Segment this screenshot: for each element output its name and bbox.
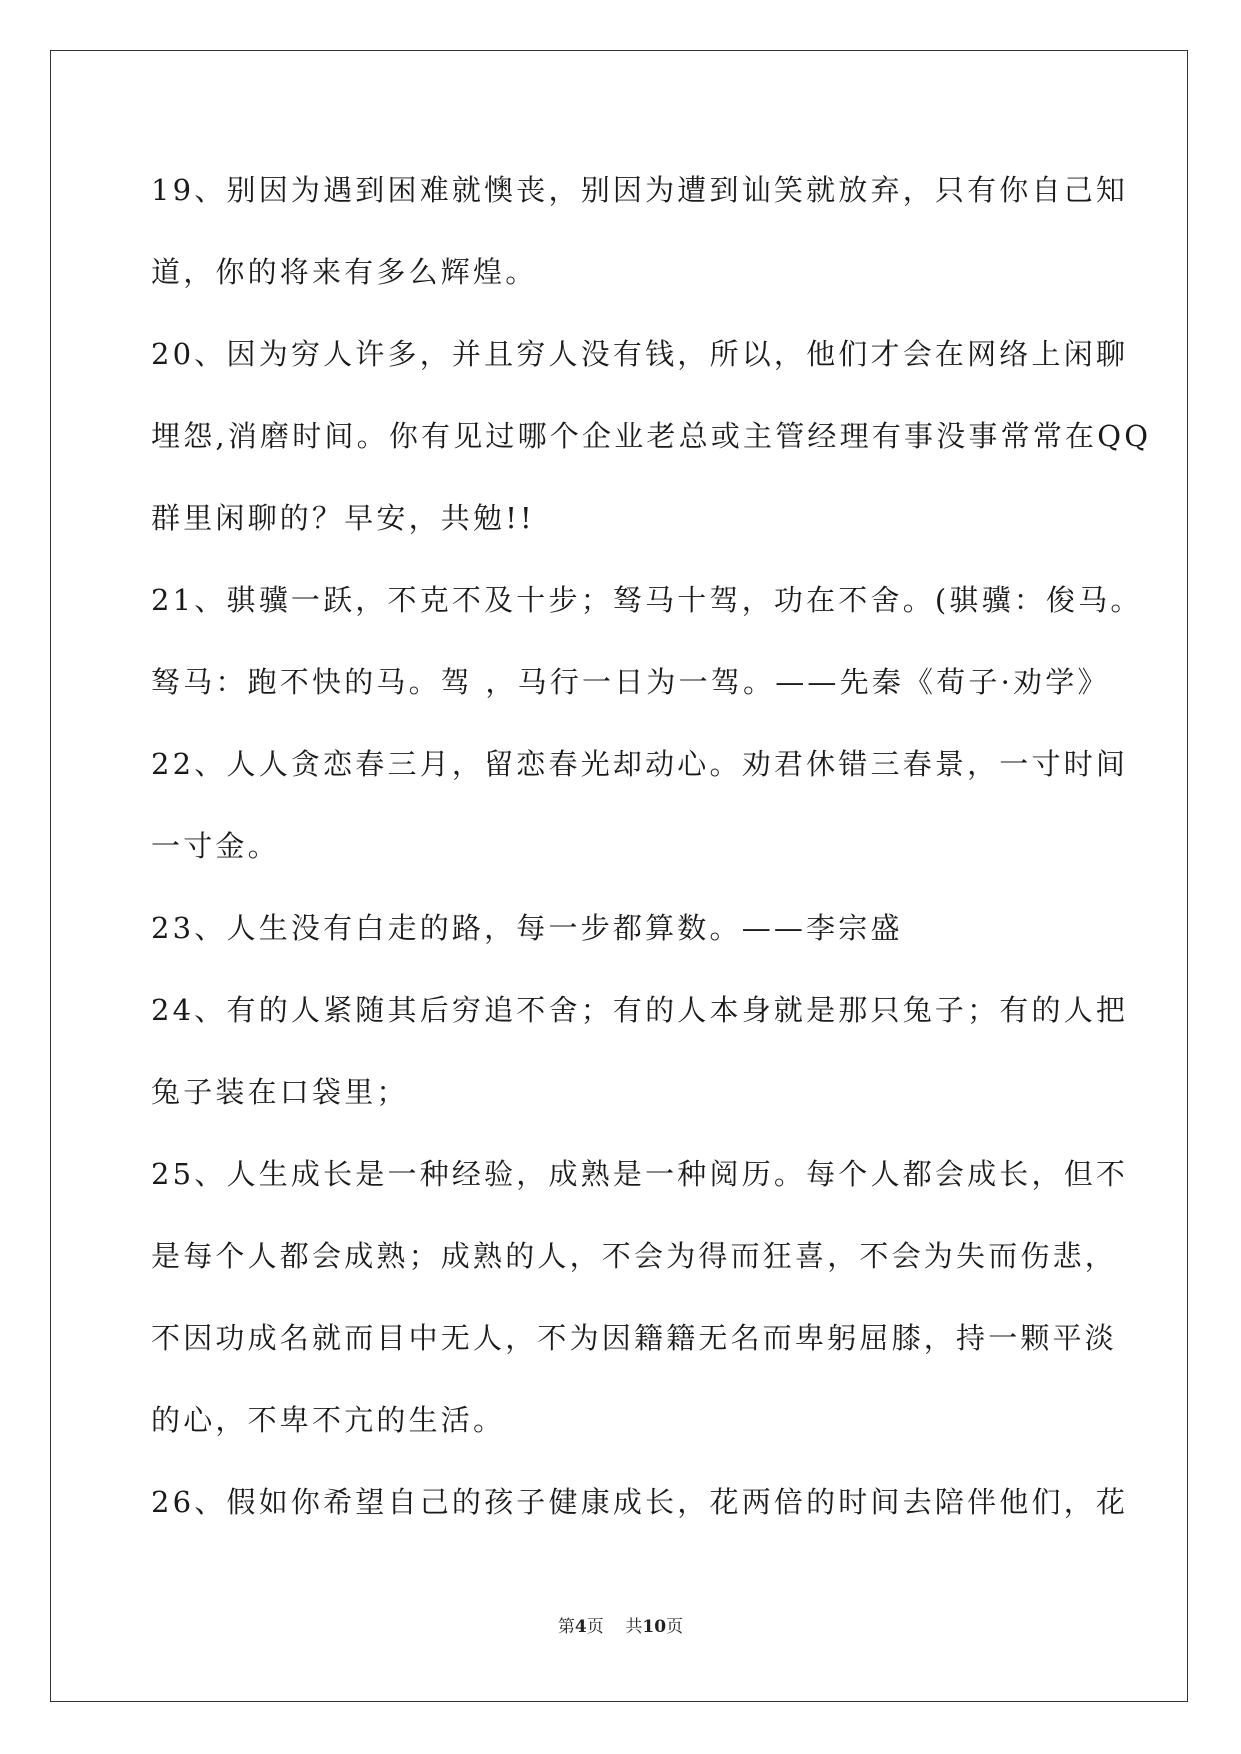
document-body <box>151 164 1152 1558</box>
text-line: 24、有的人紧随其后穷追不舍；有的人本身就是那只兔子；有的人把 <box>151 993 1129 1027</box>
text-line: 群里闲聊的？早安，共勉!! <box>151 501 535 535</box>
total-pages-number: 10 <box>642 1617 667 1637</box>
text-line: 21、骐骥一跃，不克不及十步；驽马十驾，功在不舍。(骐骥：俊马。 <box>151 583 1143 617</box>
page-footer <box>0 1612 1241 1637</box>
page-suffix: 页 <box>586 1617 604 1637</box>
text-line: 是每个人都会成熟；成熟的人，不会为得而狂喜，不会为失而伤悲， <box>151 1239 1118 1273</box>
total-prefix: 共 <box>625 1617 643 1637</box>
total-suffix: 页 <box>666 1617 684 1637</box>
text-line: 19、别因为遇到困难就懊丧，别因为遭到讪笑就放弃，只有你自己知 <box>151 173 1129 207</box>
text-line: 兔子装在口袋里； <box>151 1075 409 1109</box>
text-line: 的心，不卑不亢的生活。 <box>151 1403 506 1437</box>
text-line: 23、人生没有白走的路，每一步都算数。——李宗盛 <box>151 911 903 945</box>
text-line: 埋怨,消磨时间。你有见过哪个企业老总或主管经理有事没事常常在QQ <box>151 419 1152 453</box>
text-line: 一寸金。 <box>151 829 280 863</box>
page-prefix: 第 <box>557 1617 575 1637</box>
text-line: 25、人生成长是一种经验，成熟是一种阅历。每个人都会成长，但不 <box>151 1157 1129 1191</box>
text-line: 不因功成名就而目中无人，不为因籍籍无名而卑躬屈膝，持一颗平淡 <box>151 1321 1118 1355</box>
text-line: 驽马：跑不快的马。驾 ，马行一日为一驾。——先秦《荀子·劝学》 <box>151 665 1110 699</box>
text-line: 22、人人贪恋春三月，留恋春光却动心。劝君休错三春景，一寸时间 <box>151 747 1129 781</box>
text-line: 26、假如你希望自己的孩子健康成长，花两倍的时间去陪伴他们，花 <box>151 1485 1129 1519</box>
current-page-number: 4 <box>574 1617 587 1637</box>
text-line: 20、因为穷人许多，并且穷人没有钱，所以，他们才会在网络上闲聊 <box>151 337 1129 371</box>
text-line: 道，你的将来有多么辉煌。 <box>151 255 538 289</box>
